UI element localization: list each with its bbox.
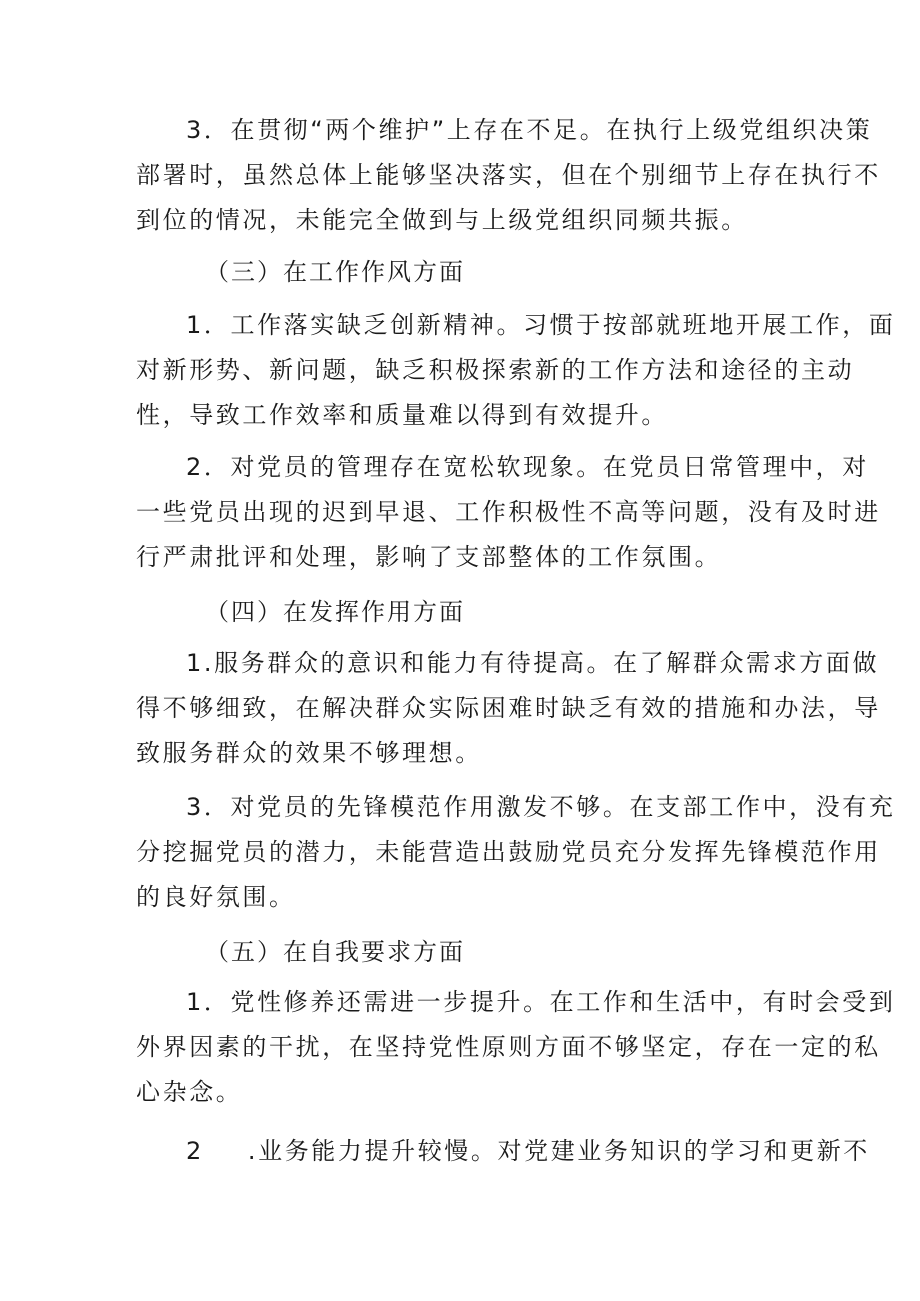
paragraph-line: 1．党性修养还需进一步提升。在工作和生活中，有时会受到	[186, 988, 896, 1016]
paragraph-line: 1．工作落实缺乏创新精神。习惯于按部就班地开展工作，面	[186, 311, 896, 339]
paragraph-line: 对新形势、新问题，缺乏积极探索新的工作方法和途径的主动	[136, 356, 855, 384]
section-heading: （三）在工作作风方面	[205, 258, 465, 286]
paragraph-line: 分挖掘党员的潜力，未能营造出鼓励党员充分发挥先锋模范作用	[136, 838, 881, 866]
paragraph-line: 心杂念。	[136, 1078, 243, 1106]
paragraph-line: 外界因素的干扰，在坚持党性原则方面不够坚定，存在一定的私	[136, 1033, 881, 1061]
paragraph-line: 部署时，虽然总体上能够坚决落实，但在个别细节上存在执行不	[136, 161, 881, 189]
paragraph-line-last	[186, 1136, 870, 1166]
paragraph-line: 到位的情况，未能完全做到与上级党组织同频共振。	[136, 206, 748, 234]
paragraph-line: 2．对党员的管理存在宽松软现象。在党员日常管理中，对	[186, 453, 869, 481]
paragraph-line: 一些党员出现的迟到早退、工作积极性不高等问题，没有及时进	[136, 498, 881, 526]
paragraph-line: 的良好氛围。	[136, 883, 296, 911]
paragraph-line: 性，导致工作效率和质量难以得到有效提升。	[136, 401, 668, 429]
item-number: 2	[186, 1137, 204, 1165]
paragraph-line: 得不够细致，在解决群众实际困难时缺乏有效的措施和办法，导	[136, 694, 881, 722]
paragraph-line: 3．在贯彻“两个维护”上存在不足。在执行上级党组织决策	[186, 116, 873, 144]
paragraph-line: 行严肃批评和处理，影响了支部整体的工作氛围。	[136, 543, 722, 571]
section-heading: （五）在自我要求方面	[205, 938, 465, 966]
paragraph-line: 1.服务群众的意识和能力有待提高。在了解群众需求方面做	[186, 649, 880, 677]
paragraph-line: 致服务群众的效果不够理想。	[136, 739, 482, 767]
section-heading: （四）在发挥作用方面	[205, 598, 465, 626]
item-text: .业务能力提升较慢。对党建业务知识的学习和更新不	[247, 1137, 870, 1165]
paragraph-line: 3．对党员的先锋模范作用激发不够。在支部工作中，没有充	[186, 793, 896, 821]
